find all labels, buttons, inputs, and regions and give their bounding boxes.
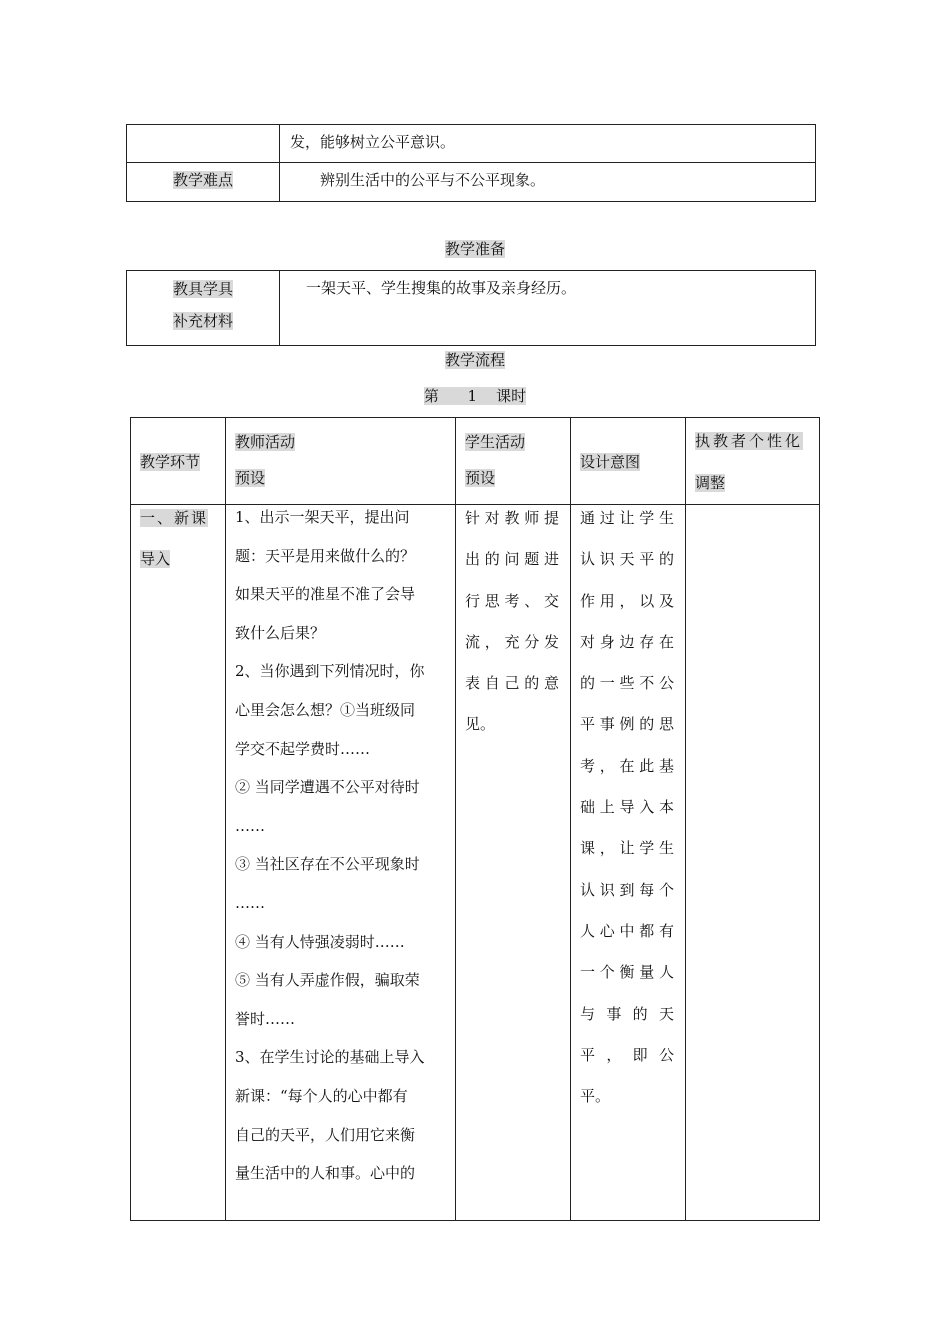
student-activity-line: 见。 <box>465 715 496 734</box>
header-stage-cell <box>131 418 226 505</box>
preparation-label-line2: 补充材料 <box>172 312 233 330</box>
teacher-adjust-cell <box>686 505 820 1221</box>
lesson-number: 1 <box>467 387 478 405</box>
teacher-activity-line: 如果天平的准星不准了会导 <box>235 585 416 604</box>
design-intent-line: 人 心 中 都 有 <box>580 921 674 940</box>
design-intent-line: 与 事 的 天 <box>580 1004 674 1023</box>
header-teacher-line1: 教师活动 <box>235 433 296 451</box>
header-adjust-line1: 执教者个性化 <box>695 432 804 450</box>
lesson-label <box>424 387 526 405</box>
design-intent-line: 对 身 边 存 在 <box>580 632 674 651</box>
lesson-suffix: 课时 <box>496 387 527 405</box>
stage-cell <box>131 505 226 1221</box>
design-intent-text <box>571 498 685 1117</box>
stage-line1: 一、新课 <box>140 509 209 527</box>
design-intent-line: 平 ， 即 公 <box>580 1045 674 1064</box>
preparation-label-cell <box>127 271 280 346</box>
teacher-activity-line: 新课：“每个人的心中都有 <box>235 1086 408 1105</box>
student-activity-line: 行 思 考 、 交 <box>465 591 559 610</box>
design-intent-line: 的 一 些 不 公 <box>580 674 674 693</box>
teacher-activity-cell <box>226 505 456 1221</box>
objectives-text: 发，能够树立公平意识。 <box>290 133 456 151</box>
difficulty-text-cell <box>280 163 816 202</box>
teacher-activity-line: 1、出示一架天平，提出问 <box>235 508 410 526</box>
header-teacher-line2: 预设 <box>235 469 266 487</box>
header-stage: 教学环节 <box>140 452 201 471</box>
objectives-text-cell <box>280 125 816 163</box>
teacher-activity-line: 自己的天平，人们用它来衡 <box>235 1125 416 1144</box>
objectives-table <box>126 124 816 202</box>
student-activity-line: 表 自 己 的 意 <box>465 674 559 693</box>
difficulty-label-cell <box>127 163 280 202</box>
process-header-row <box>131 418 820 505</box>
header-adjust-line2: 调整 <box>695 474 726 492</box>
design-intent-line: 平。 <box>580 1087 611 1106</box>
teacher-activity-line: 誉时…… <box>235 1009 296 1028</box>
teacher-activity-line: 2、当你遇到下列情况时，你 <box>235 662 425 681</box>
flow-heading: 教学流程 <box>444 351 505 369</box>
design-intent-line: 一 个 衡 量 人 <box>580 963 674 982</box>
student-activity-line: 出 的 问 题 进 <box>465 550 559 569</box>
teacher-activity-line: 心里会怎么想？①当班级同 <box>235 700 416 719</box>
teacher-activity-line: …… <box>235 893 265 912</box>
process-row-intro <box>131 505 820 1221</box>
teacher-activity-line: 3、在学生讨论的基础上导入 <box>235 1048 425 1067</box>
preparation-text-cell <box>280 271 816 346</box>
student-activity-line: 流 ， 充 分 发 <box>465 632 559 651</box>
header-student-line1: 学生活动 <box>465 433 526 451</box>
design-intent-line: 平 事 例 的 思 <box>580 715 674 734</box>
design-intent-line: 课 ， 让 学 生 <box>580 839 674 858</box>
teacher-activity-line: 学交不起学费时…… <box>235 739 371 758</box>
design-intent-line: 考 ， 在 此 基 <box>580 756 674 775</box>
design-intent-line: 通 过 让 学 生 <box>580 509 674 527</box>
preparation-heading: 教学准备 <box>444 240 505 258</box>
difficulty-label: 教学难点 <box>172 171 233 189</box>
teacher-activity-line: ④ 当有人恃强凌弱时…… <box>235 932 405 951</box>
teacher-activity-line: 致什么后果？ <box>235 623 326 642</box>
objectives-label-cell <box>127 125 280 163</box>
teacher-activity-line: ⑤ 当有人弄虚作假，骗取荣 <box>235 971 420 990</box>
header-teacher-cell <box>226 418 456 505</box>
design-intent-line: 认 识 到 每 个 <box>580 880 674 899</box>
preparation-label-line1: 教具学具 <box>172 280 233 298</box>
header-student-cell <box>456 418 571 505</box>
process-table <box>130 417 820 1221</box>
teacher-activity-line: 题：天平是用来做什么的？ <box>235 546 416 565</box>
design-intent-cell <box>571 505 686 1221</box>
teacher-activity-text <box>226 498 455 1193</box>
teacher-activity-line: ③ 当社区存在不公平现象时 <box>235 855 420 874</box>
design-intent-line: 认 识 天 平 的 <box>580 550 674 569</box>
student-activity-text <box>456 498 570 746</box>
header-adjust-cell <box>686 418 820 505</box>
difficulty-text: 辨别生活中的公平与不公平现象。 <box>320 171 546 189</box>
student-activity-line: 针 对 教 师 提 <box>465 509 559 527</box>
header-intent: 设计意图 <box>580 452 641 471</box>
design-intent-line: 础 上 导 入 本 <box>580 798 674 817</box>
preparation-text: 一架天平、学生搜集的故事及亲身经历。 <box>306 279 577 297</box>
header-intent-cell <box>571 418 686 505</box>
stage-line2: 导入 <box>140 550 171 568</box>
header-student-line2: 预设 <box>465 469 496 487</box>
student-activity-cell <box>456 505 571 1221</box>
teacher-activity-line: …… <box>235 816 265 835</box>
lesson-prefix: 第 <box>423 387 439 405</box>
teacher-activity-line: ② 当同学遭遇不公平对待时 <box>235 778 420 797</box>
design-intent-line: 作 用 ， 以 及 <box>580 591 674 610</box>
teacher-activity-line: 量生活中的人和事。心中的 <box>235 1164 416 1183</box>
preparation-table <box>126 270 816 346</box>
